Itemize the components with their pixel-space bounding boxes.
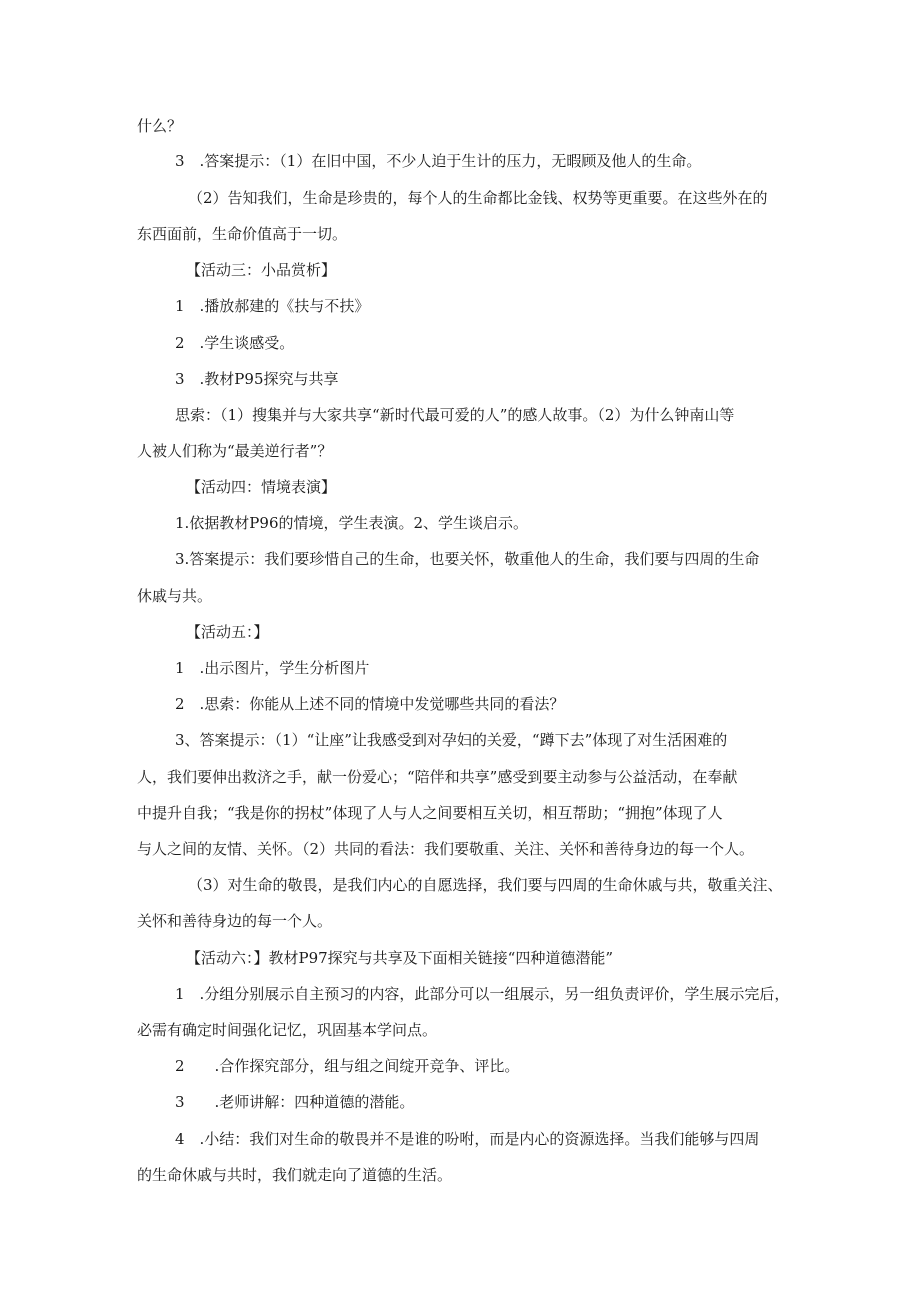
- text-line: 休戚与共。: [137, 587, 213, 605]
- text-line: 必需有确定时间强化记忆，巩固基本学问点。: [137, 1021, 438, 1039]
- text-line: （3）对生命的敬畏，是我们内心的自愿选择，我们要与四周的生命休戚与共，敬重关注、: [188, 876, 783, 894]
- text-line: 的生命休戚与共时，我们就走向了道德的生活。: [137, 1166, 453, 1184]
- text-line: 3、答案提示：（1）“让座”让我感受到对孕妇的关爱，“蹲下去”体现了对生活困难的: [175, 731, 728, 749]
- text-line: 1.依据教材P96的情境，学生表演。2、学生谈启示。: [175, 514, 529, 532]
- section-heading: 【活动四：情境表演】: [186, 478, 337, 496]
- text-line: 4 .小结：我们对生命的敬畏并不是谁的吩咐，而是内心的资源选择。当我们能够与四周: [175, 1130, 760, 1148]
- text-line: 3 .答案提示：（1）在旧中国，不少人迫于生计的压力，无暇顾及他人的生命。: [175, 152, 702, 170]
- text-line: 2 .思索：你能从上述不同的情境中发觉哪些共同的看法？: [175, 695, 565, 713]
- text-line: 人，我们要伸出救济之手，献一份爱心；“陪伴和共享”感受到要主动参与公益活动，在奉献: [137, 768, 738, 786]
- text-line: （2）告知我们，生命是珍贵的，每个人的生命都比金钱、权势等更重要。在这些外在的: [188, 189, 768, 207]
- text-line: 3.答案提示：我们要珍惜自己的生命，也要关怀，敬重他人的生命，我们要与四周的生命: [175, 550, 760, 568]
- text-line: 关怀和善待身边的每一个人。: [137, 912, 333, 930]
- text-line: 人被人们称为“最美逆行者”？: [137, 442, 333, 460]
- text-line: 3 .老师讲解：四种道德的潜能。: [175, 1093, 415, 1111]
- text-line: 1 .分组分别展示自主预习的内容，此部分可以一组展示，另一组负责评价，学生展示完后，: [175, 985, 790, 1003]
- text-line: 2 .合作探究部分，组与组之间绽开竞争、评比。: [175, 1057, 520, 1075]
- text-line: 1 .播放郝建的《扶与不扶》: [175, 297, 370, 315]
- text-line: 3 .教材P95探究与共享: [175, 370, 339, 388]
- text-line: 什么？: [137, 117, 183, 135]
- text-line: 思索：（1）搜集并与大家共享“新时代最可爱的人”的感人故事。（2）为什么钟南山等: [175, 406, 735, 424]
- section-heading: 【活动五：】: [186, 623, 269, 641]
- text-line: 2 .学生谈感受。: [175, 334, 295, 352]
- section-heading: 【活动三：小品赏析】: [186, 261, 337, 279]
- text-line: 东西面前，生命价值高于一切。: [137, 225, 348, 243]
- text-line: 1 .出示图片，学生分析图片: [175, 659, 370, 677]
- section-heading: 【活动六：】教材P97探究与共享及下面相关链接“四种道德潜能”: [186, 949, 614, 967]
- text-line: 与人之间的友情、关怀。（2）共同的看法：我们要敬重、关注、关怀和善待身边的每一个人。: [137, 840, 755, 858]
- text-line: 中提升自我；“我是你的拐杖”体现了人与人之间要相互关切，相互帮助；“拥抱”体现了人: [137, 804, 723, 822]
